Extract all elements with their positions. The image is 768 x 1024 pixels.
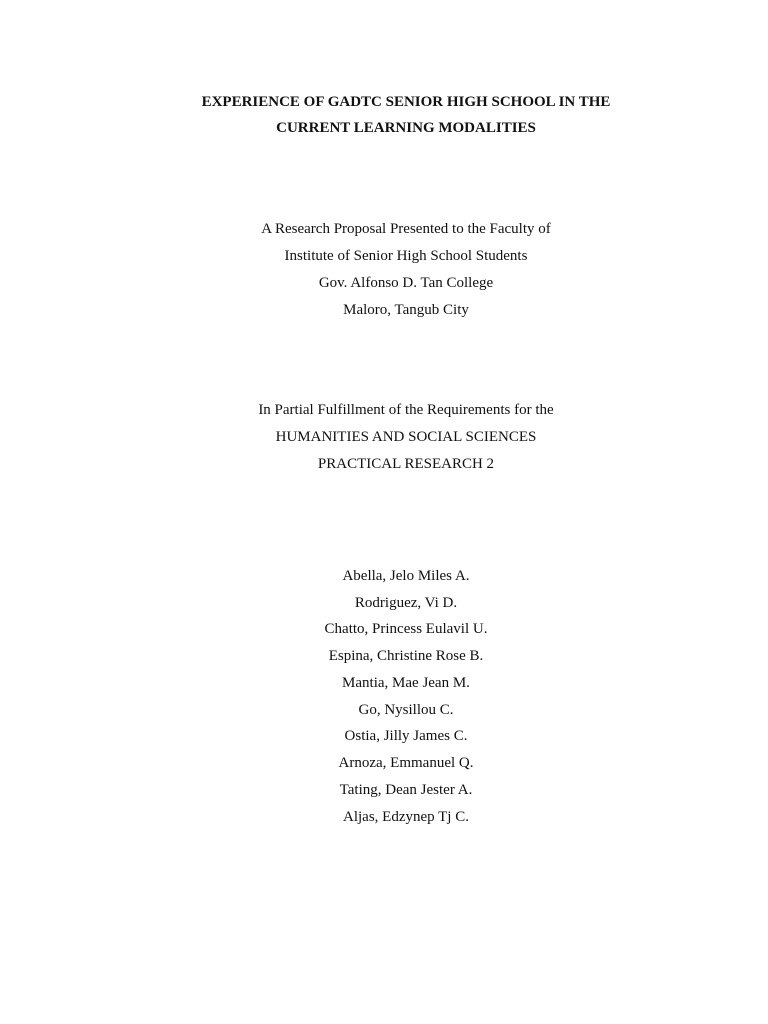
title-line-2: CURRENT LEARNING MODALITIES — [276, 120, 536, 136]
presentation-line-4: Maloro, Tangub City — [343, 302, 469, 318]
fulfillment-line-1: In Partial Fulfillment of the Requirements for the — [258, 402, 554, 418]
fulfillment-line-2: HUMANITIES AND SOCIAL SCIENCES — [275, 429, 537, 445]
author-name: Chatto, Princess Eulavil U. — [324, 621, 488, 637]
author-name: Abella, Jelo Miles A. — [342, 568, 470, 584]
author-name: Aljas, Edzynep Tj C. — [343, 809, 469, 825]
presentation-line-1: A Research Proposal Presented to the Faculty of — [261, 221, 551, 237]
title-line-1: EXPERIENCE OF GADTC SENIOR HIGH SCHOOL IN THE — [201, 94, 611, 110]
fulfillment-line-3: PRACTICAL RESEARCH 2 — [317, 456, 495, 472]
author-name: Mantia, Mae Jean M. — [342, 675, 470, 691]
presentation-line-2: Institute of Senior High School Students — [284, 248, 528, 264]
presentation-line-3: Gov. Alfonso D. Tan College — [318, 275, 494, 291]
author-name: Espina, Christine Rose B. — [328, 648, 484, 664]
author-name: Tating, Dean Jester A. — [339, 782, 473, 798]
author-name: Go, Nysillou C. — [358, 702, 454, 718]
author-name: Arnoza, Emmanuel Q. — [338, 755, 474, 771]
author-name: Rodriguez, Vi D. — [354, 595, 458, 611]
author-name: Ostia, Jilly James C. — [344, 728, 468, 744]
